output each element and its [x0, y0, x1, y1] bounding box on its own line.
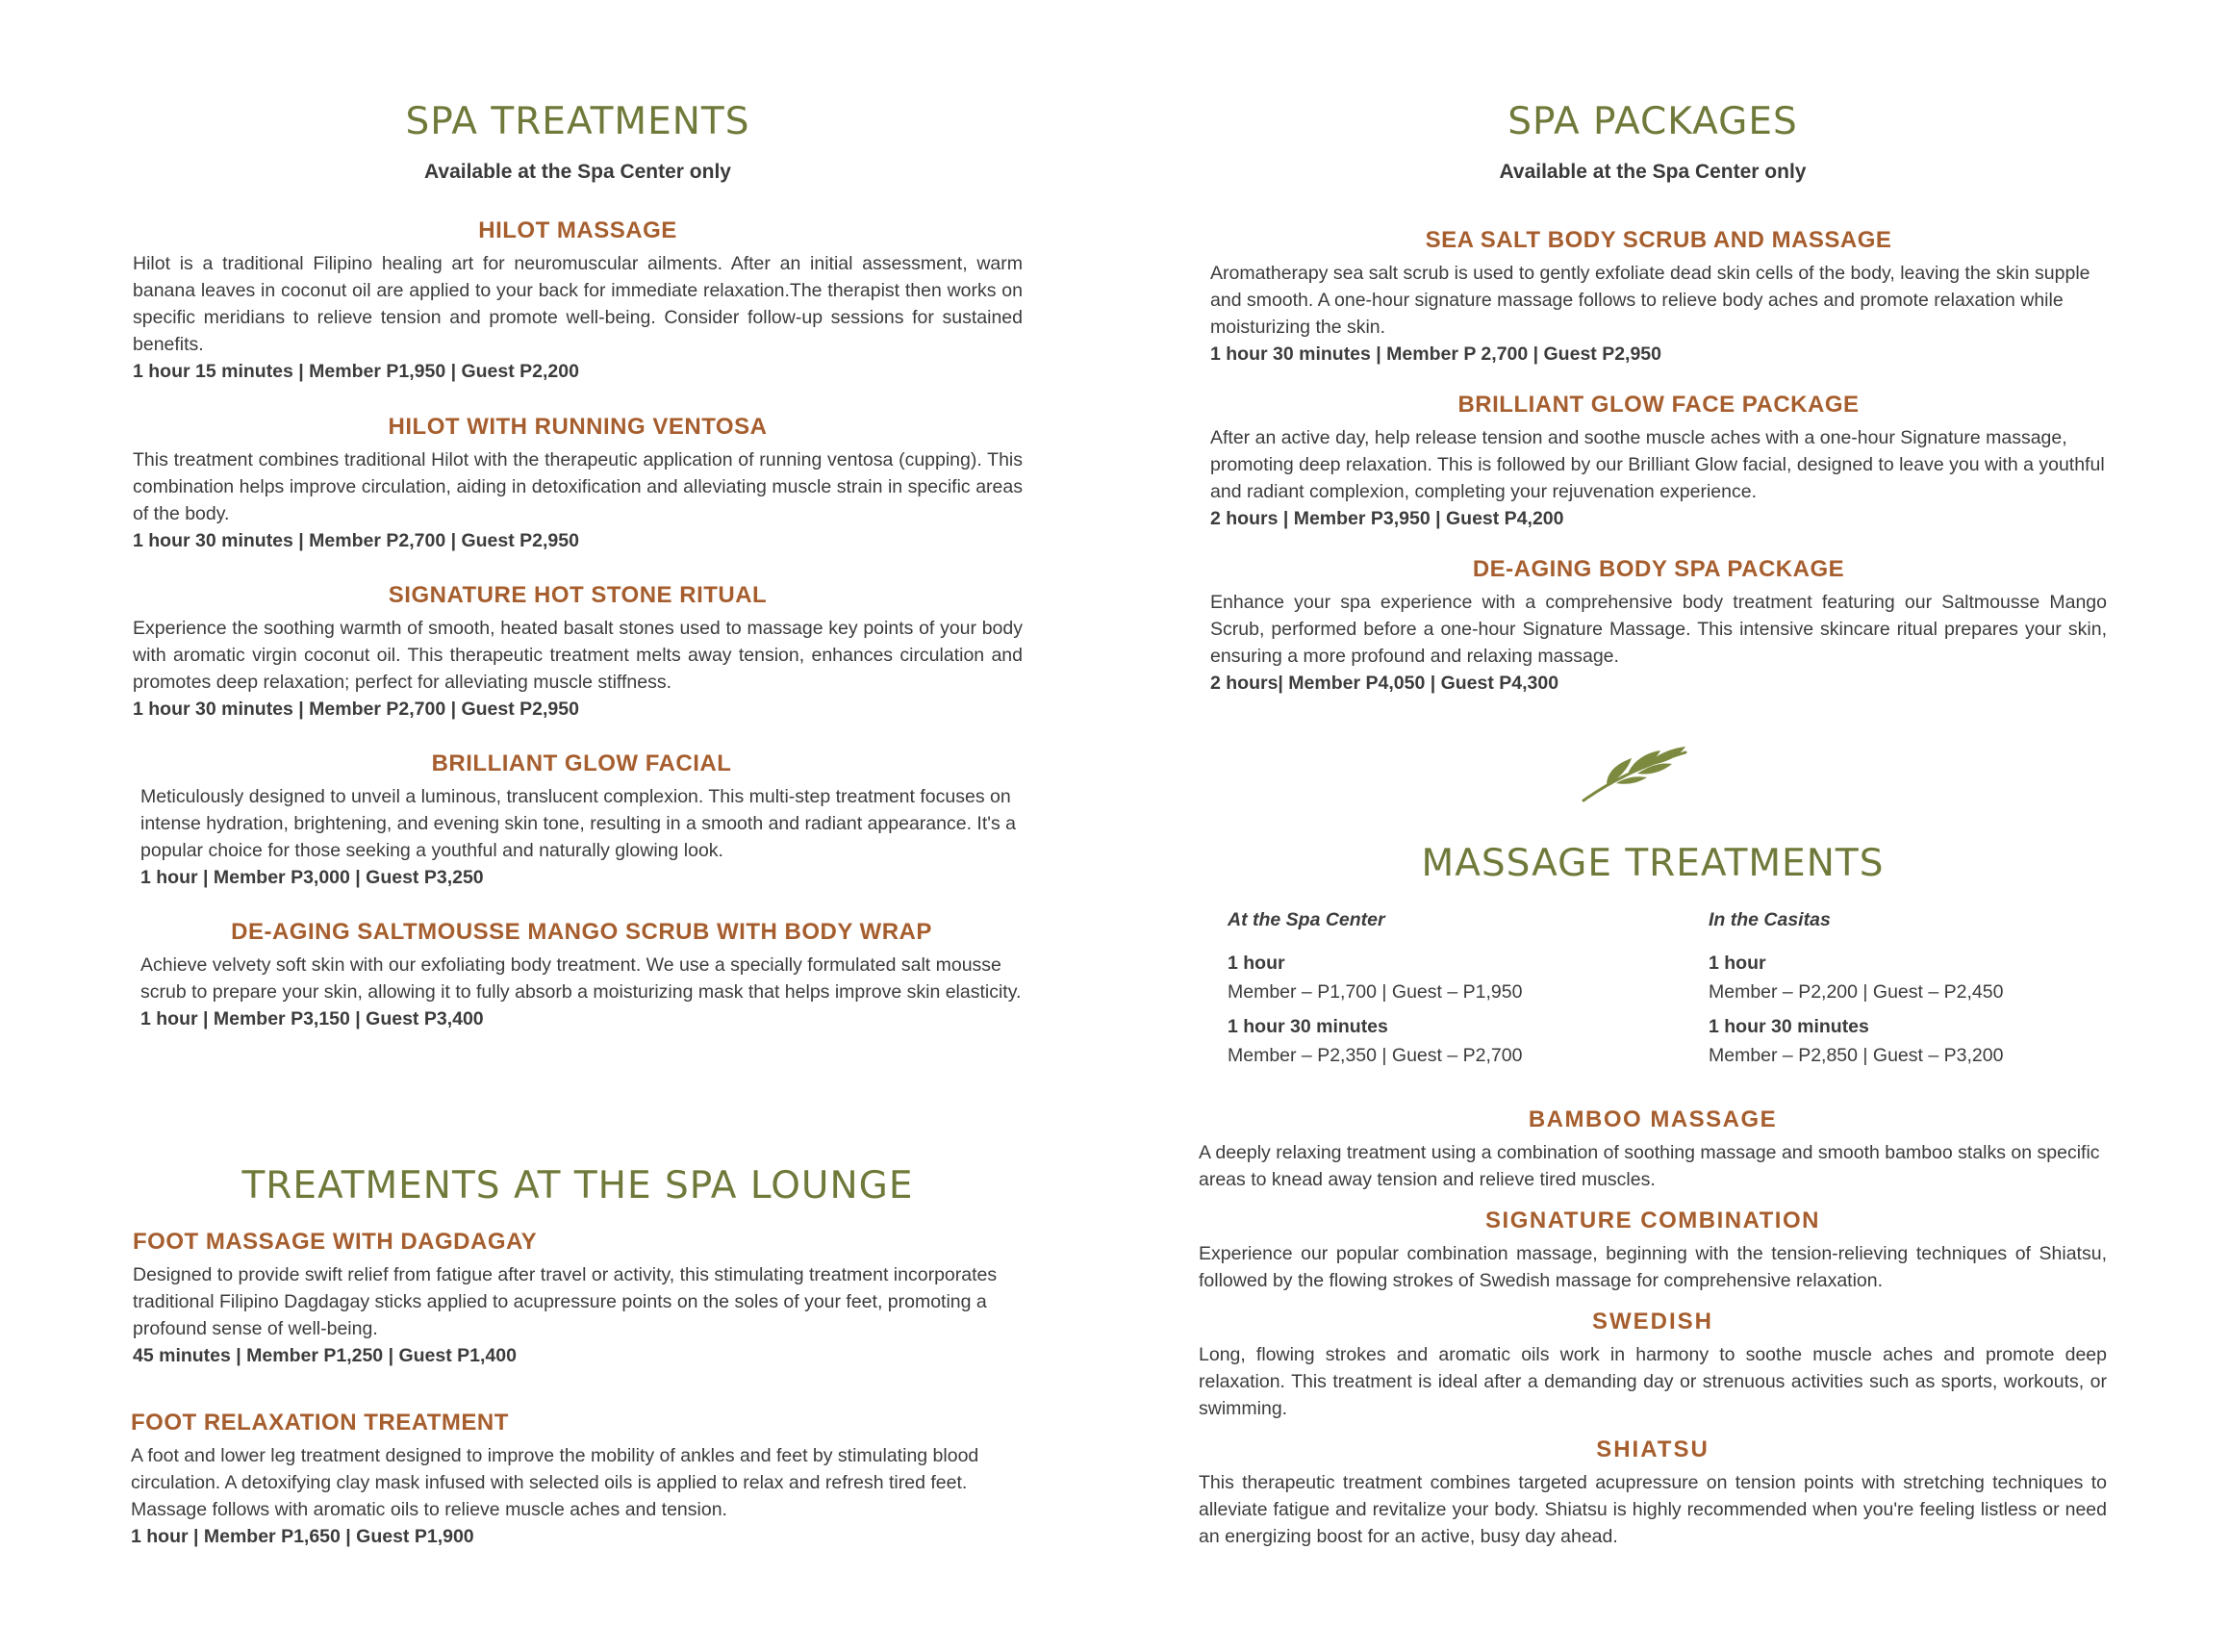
package-de-aging: [1210, 556, 2107, 697]
rates-price: Member – P1,700 | Guest – P1,950: [1228, 981, 1523, 1003]
spa-treatments-title: SPA TREATMENTS: [405, 100, 750, 143]
massage-description: A deeply relaxing treatment using a combination of soothing massage and smooth bamboo stalks on specific areas to knead away tension and relieve tired muscles.: [1199, 1142, 2100, 1190]
treatment-description: Hilot is a traditional Filipino healing art for neuromuscular ailments. After an initial assessment, warm banana leaves in coconut oil are applied to your back for immediate relaxation.The therapist then works on specific meridians to relieve tension and promote well-being. Consider follow-up sessions for sustained benefits.: [133, 253, 1023, 355]
treatment-hilot-ventosa: [133, 414, 1023, 554]
spa-lounge-title: TREATMENTS AT THE SPA LOUNGE: [241, 1164, 914, 1207]
olive-branch-icon: [1578, 741, 1693, 808]
massage-name: SHIATSU: [1596, 1436, 1710, 1462]
treatment-description: This treatment combines traditional Hilot with the therapeutic application of running ventosa (cupping). This combination helps improve circulation, aiding in detoxification and alleviating muscle strain in specific areas of the body.: [133, 449, 1023, 524]
rates-casitas: [1709, 909, 2132, 1076]
package-price: 2 hours| Member P4,050 | Guest P4,300: [1210, 673, 1559, 694]
massage-name: BAMBOO MASSAGE: [1528, 1106, 1778, 1132]
package-name: BRILLIANT GLOW FACE PACKAGE: [1457, 392, 1860, 418]
treatment-price: 1 hour | Member P3,150 | Guest P3,400: [140, 1008, 484, 1029]
treatment-description: Experience the soothing warmth of smooth, heated basalt stones used to massage key points of your body with aromatic virgin coconut oil. This therapeutic treatment melts away tension, enhances circulation and promotes deep relaxation; perfect for alleviating muscle stiffness.: [133, 618, 1023, 693]
spa-packages-title: SPA PACKAGES: [1507, 100, 1798, 143]
treatment-price: 1 hour 30 minutes | Member P2,700 | Guest P2,950: [133, 699, 579, 720]
lounge-foot-relaxation: [131, 1410, 1023, 1550]
package-description: Aromatherapy sea salt scrub is used to gently exfoliate dead skin cells of the body, leaving the skin supple and smooth. A one-hour signature massage follows to relieve body aches and promote relaxation while moisturizing the skin.: [1210, 263, 2090, 338]
treatment-description: Designed to provide swift relief from fatigue after travel or activity, this stimulating treatment incorporates traditional Filipino Dagdagay sticks applied to acupressure points on the soles of your feet, promoting a profound sense of well-being.: [133, 1264, 998, 1339]
lounge-foot-massage: [133, 1229, 1023, 1369]
package-glow-face: [1210, 392, 2107, 532]
treatment-glow-facial: [140, 750, 1023, 891]
massage-bamboo: [1199, 1106, 2107, 1193]
treatment-name: FOOT RELAXATION TREATMENT: [131, 1410, 509, 1436]
treatment-hilot-massage: [133, 217, 1023, 385]
rates-spa-center: [1228, 909, 1651, 1076]
package-description: After an active day, help release tension and soothe muscle aches with a one-hour Signature massage, promoting deep relaxation. This is followed by our Brilliant Glow facial, designed to leave you with a youthful and radiant complexion, completing your rejuvenation experience.: [1210, 427, 2105, 502]
spa-packages-subtitle: Available at the Spa Center only: [1499, 161, 1807, 183]
massage-signature-combination: [1199, 1207, 2107, 1294]
treatment-description: A foot and lower leg treatment designed to improve the mobility of ankles and feet by stimulating blood circulation. A detoxifying clay mask infused with selected oils is applied to relax and refresh tired feet. Massage follows with aromatic oils to relieve muscle aches and tension.: [131, 1445, 979, 1520]
rates-price: Member – P2,350 | Guest – P2,700: [1228, 1045, 1523, 1066]
massage-shiatsu: [1199, 1436, 2107, 1550]
treatment-hot-stone: [133, 582, 1023, 723]
package-sea-salt: [1210, 227, 2107, 368]
rates-price: Member – P2,200 | Guest – P2,450: [1709, 981, 2004, 1003]
rates-duration: 1 hour: [1228, 953, 1285, 974]
massage-treatments-title: MASSAGE TREATMENTS: [1421, 842, 1885, 885]
treatment-description: Meticulously designed to unveil a luminous, translucent complexion. This multi-step treatment focuses on intense hydration, brightening, and evening skin tone, resulting in a smooth and radiant appearance. It's a popular choice for those seeking a youthful and naturally glowing look.: [140, 786, 1016, 861]
rates-heading: In the Casitas: [1709, 909, 1831, 930]
package-name: SEA SALT BODY SCRUB AND MASSAGE: [1425, 227, 1892, 253]
treatment-mango-scrub: [140, 919, 1023, 1032]
massage-swedish: [1199, 1309, 2107, 1422]
treatment-price: 45 minutes | Member P1,250 | Guest P1,400: [133, 1345, 517, 1366]
spa-treatments-subtitle: Available at the Spa Center only: [424, 161, 731, 183]
treatment-price: 1 hour | Member P1,650 | Guest P1,900: [131, 1526, 474, 1547]
package-description: Enhance your spa experience with a comprehensive body treatment featuring our Saltmousse Mango Scrub, performed before a one-hour Signature Massage. This intensive skincare ritual prepares your skin, ensuring a more profound and relaxing massage.: [1210, 592, 2107, 667]
package-price: 2 hours | Member P3,950 | Guest P4,200: [1210, 508, 1564, 529]
massage-name: SWEDISH: [1591, 1309, 1713, 1334]
massage-description: Long, flowing strokes and aromatic oils work in harmony to soothe muscle aches and promote deep relaxation. This treatment is ideal after a demanding day or strenuous activities such as sports, workouts, or swimming.: [1199, 1344, 2107, 1419]
treatment-name: FOOT MASSAGE WITH DAGDAGAY: [133, 1229, 538, 1255]
massage-description: Experience our popular combination massage, beginning with the tension-relieving techniques of Shiatsu, followed by the flowing strokes of Swedish massage for comprehensive relaxation.: [1199, 1243, 2107, 1291]
package-price: 1 hour 30 minutes | Member P 2,700 | Guest P2,950: [1210, 343, 1661, 365]
rates-duration: 1 hour: [1709, 953, 1766, 974]
treatment-price: 1 hour 30 minutes | Member P2,700 | Guest P2,950: [133, 530, 579, 551]
treatment-price: 1 hour 15 minutes | Member P1,950 | Guest P2,200: [133, 361, 579, 382]
treatment-name: BRILLIANT GLOW FACIAL: [431, 750, 732, 776]
rates-price: Member – P2,850 | Guest – P3,200: [1709, 1045, 2004, 1066]
treatment-price: 1 hour | Member P3,000 | Guest P3,250: [140, 867, 484, 888]
treatment-name: DE-AGING SALTMOUSSE MANGO SCRUB WITH BODY WRAP: [231, 919, 932, 945]
package-name: DE-AGING BODY SPA PACKAGE: [1472, 556, 1845, 582]
treatment-name: HILOT MASSAGE: [478, 217, 677, 243]
massage-name: SIGNATURE COMBINATION: [1485, 1207, 1820, 1233]
rates-heading: At the Spa Center: [1228, 909, 1385, 930]
treatment-description: Achieve velvety soft skin with our exfoliating body treatment. We use a specially formulated salt mousse scrub to prepare your skin, allowing it to fully absorb a moisturizing mask that helps improve skin elasticity.: [140, 954, 1022, 1003]
treatment-name: SIGNATURE HOT STONE RITUAL: [388, 582, 768, 608]
treatment-name: HILOT WITH RUNNING VENTOSA: [388, 414, 768, 440]
massage-description: This therapeutic treatment combines targeted acupressure on tension points with stretching techniques to alleviate fatigue and revitalize your body. Shiatsu is highly recommended when you're feeling listless or need an energizing boost for an active, busy day ahead.: [1199, 1472, 2107, 1547]
rates-duration: 1 hour 30 minutes: [1709, 1016, 1869, 1037]
rates-duration: 1 hour 30 minutes: [1228, 1016, 1388, 1037]
